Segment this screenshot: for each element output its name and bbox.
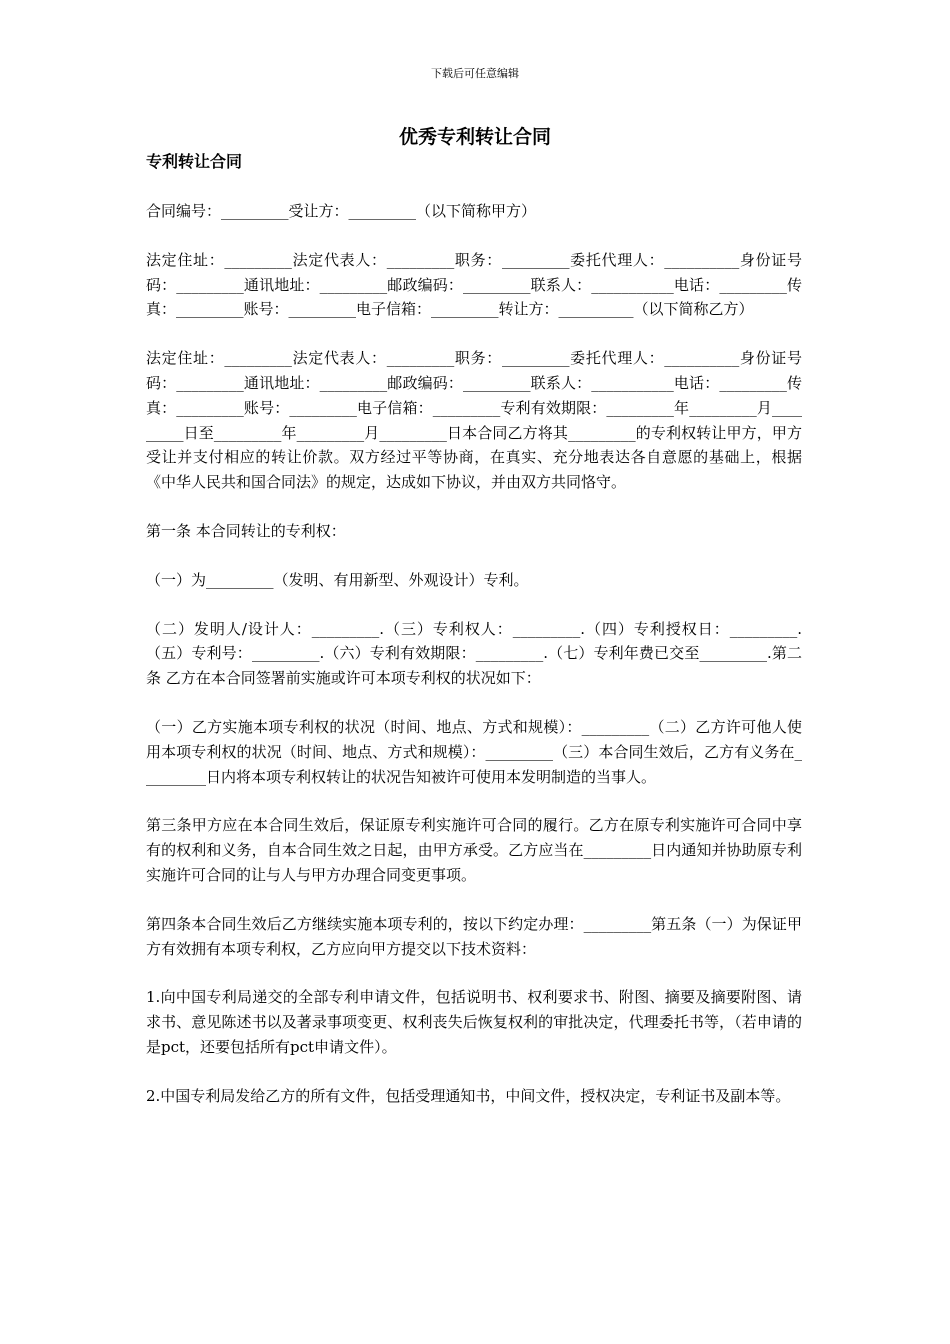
paragraph-technical-materials-2: 2.中国专利局发给乙方的所有文件，包括受理通知书，中间文件，授权决定，专利证书及副本等。 (146, 1086, 791, 1105)
document-title: 优秀专利转让合同 (398, 126, 551, 148)
paragraph-party-a-info: 法定住址：_________法定代表人：_________职务：_________委托代理人：__________身份证号码：_________通讯地址：_________邮政编码：_________联系人：___________电话：_________传真：_________账号：_________电子信箱：_________转让方：__________（以下简称乙方） (146, 250, 802, 319)
paragraph-technical-materials-1: 1.向中国专利局递交的全部专利申请文件，包括说明书、权利要求书、附图、摘要及摘要附图、请求书、意见陈述书以及著录事项变更、权利丧失后恢复权利的审批决定，代理委托书等，（若申请的是pct，还要包括所有pct申请文件）。 (146, 988, 802, 1056)
paragraph-article-4-5: 第四条本合同生效后乙方继续实施本项专利的，按以下约定办理：_________第五条（一）为保证甲方有效拥有本项专利权，乙方应向甲方提交以下技术资料： (146, 914, 802, 958)
paragraph-contract-number: 合同编号：_________受让方：_________（以下简称甲方） (146, 202, 537, 220)
document-body (146, 199, 802, 1133)
paragraph-article-1-item-1: （一）为_________（发明、有用新型、外观设计）专利。 (146, 570, 529, 589)
header-note: 下载后可任意编辑 (431, 67, 519, 80)
paragraph-article-2-items: （一）乙方实施本项专利权的状况（时间、地点、方式和规模）：_________（二）乙方许可他人使用本项专利权的状况（时间、地点、方式和规模）：_________（三）本合同生效后，乙方有义务在_________日内将本项专利权转让的状况告知被许可使用本发明制造的当事人。 (146, 717, 802, 786)
paragraph-article-1-items-2-7: （二）发明人/设计人：_________.（三）专利权人：_________.（四）专利授权日：_________.（五）专利号：_________.（六）专利有效期限：_________.（七）专利年费已交至_________.第二条 乙方在本合同签署前实施或许可本项专利权的状况如下： (146, 619, 802, 688)
paragraph-article-3: 第三条甲方应在本合同生效后，保证原专利实施许可合同的履行。乙方在原专利实施许可合同中享有的权利和义务，自本合同生效之日起，由甲方承受。乙方应当在_________日内通知并协助原专利实施许可合同的让与人与甲方办理合同变更事项。 (146, 816, 802, 884)
paragraph-party-b-info: 法定住址：_________法定代表人：_________职务：_________委托代理人：__________身份证号码：_________通讯地址：_________邮政编码：_________联系人：___________电话：_________传真：_________账号：_________电子信箱：_________专利有效期限：_________年_________月_________日至_________年_________月_________日本合同乙方将其_________的专利权转让甲方，甲方受让并支付相应的转让价款。双方经过平等协商，在真实、充分地表达各自意愿的基础上，根据《中华人民共和国合同法》的规定，达成如下协议，并由双方共同恪守。 (146, 349, 802, 492)
document-subtitle: 专利转让合同 (146, 152, 243, 171)
paragraph-article-1-heading: 第一条 本合同转让的专利权： (146, 521, 346, 540)
